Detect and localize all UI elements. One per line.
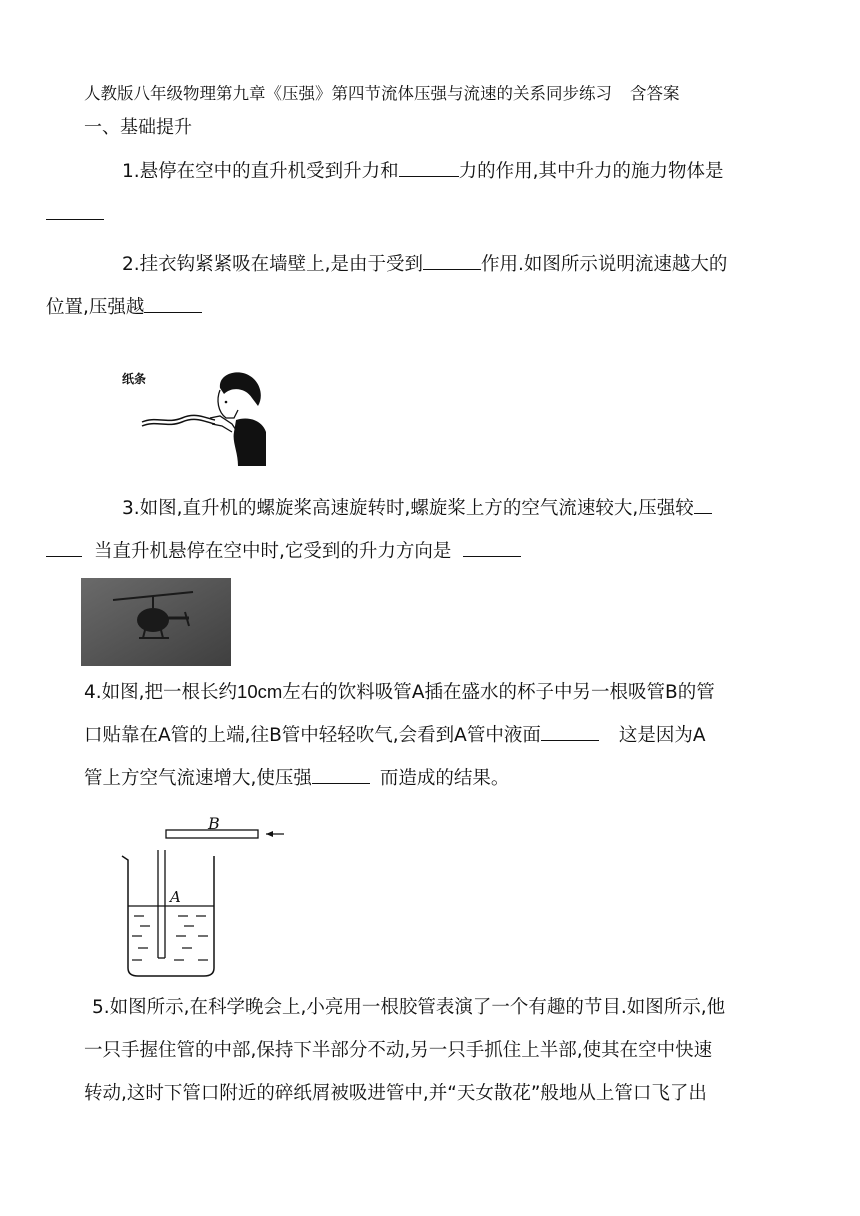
q4-text: 插在盛水的杯子中另一根吸管 <box>424 682 665 703</box>
helicopter-icon <box>81 578 231 666</box>
document-title <box>84 82 774 106</box>
answer-blank <box>541 724 599 741</box>
question-3 <box>84 487 780 573</box>
answer-blank <box>423 253 481 270</box>
figure-straws-beaker <box>118 814 288 980</box>
q5-line-3: 转动,这时下管口附近的碎纸屑被吸进管中,并“天女散花”般地从上管口飞了出 <box>84 1083 707 1104</box>
answer-blank <box>46 540 82 557</box>
helicopter-photo <box>81 578 231 666</box>
title-text: 人教版八年级物理第九章《压强》第四节流体压强与流速的关系同步练习 <box>84 84 612 103</box>
q2-text-b: 作用.如图所示说明流速越大的 <box>481 254 728 275</box>
answer-blank <box>312 767 370 784</box>
q4-text: 而造成的结果。 <box>379 768 510 789</box>
q3-text-b: 当直升机悬停在空中时,它受到的升力方向是 <box>94 541 452 562</box>
title-suffix: 含答案 <box>630 84 680 103</box>
answer-blank <box>694 497 712 514</box>
q2-text-c: 位置,压强越 <box>46 297 145 318</box>
question-1 <box>84 150 780 236</box>
q4-text: A <box>158 725 171 746</box>
q4-text: 左右的饮料吸管 <box>282 682 412 703</box>
paper-strip-label: 纸条 <box>122 372 147 386</box>
q5-line-2: 一只手握住管的中部,保持下半部分不动,另一只手抓住上半部,使其在空中快速 <box>84 1040 713 1061</box>
figure-paper-strip <box>120 366 270 472</box>
q3-text-a: 3.如图,直升机的螺旋桨高速旋转时,螺旋桨上方的空气流速较大,压强较 <box>122 498 694 519</box>
q4-text: A <box>692 725 706 746</box>
q4-text: 的管 <box>677 682 715 703</box>
answer-blank <box>144 296 202 313</box>
q4-text: 10cm <box>237 681 283 702</box>
q4-text: 管中液面 <box>466 725 541 746</box>
beaker-diagram <box>118 814 288 980</box>
q4-text: 4.如图,把一根长约 <box>84 682 238 703</box>
q4-text: A <box>454 725 467 746</box>
straw-b-label: B <box>208 814 220 833</box>
q4-text: 这是因为 <box>618 725 693 746</box>
boy-illustration <box>120 366 270 472</box>
section-heading: 一、基础提升 <box>84 117 192 138</box>
straw-a-label: A <box>170 888 181 906</box>
question-5 <box>84 986 780 1115</box>
q5-line-1: 5.如图所示,在科学晚会上,小亮用一根胶管表演了一个有趣的节目.如图所示,他 <box>92 997 726 1018</box>
answer-blank <box>463 540 521 557</box>
q4-text: B <box>664 682 678 703</box>
q1-text-a: 1.悬停在空中的直升机受到升力和 <box>122 161 399 182</box>
q1-text-b: 力的作用,其中升力的施力物体是 <box>458 161 724 182</box>
q4-text: 管上方空气流速增大,使压强 <box>84 768 312 789</box>
answer-blank <box>399 160 459 177</box>
q4-text: B <box>269 725 282 746</box>
q4-text: 管的上端,往 <box>170 725 270 746</box>
question-4 <box>84 670 780 800</box>
question-2 <box>46 243 780 329</box>
q2-text-a: 2.挂衣钩紧紧吸在墙壁上,是由于受到 <box>122 254 424 275</box>
q4-text: A <box>411 682 425 703</box>
q4-text: 管中轻轻吹气,会看到 <box>281 725 455 746</box>
answer-blank <box>46 203 104 220</box>
q4-text: 口贴靠在 <box>84 725 159 746</box>
